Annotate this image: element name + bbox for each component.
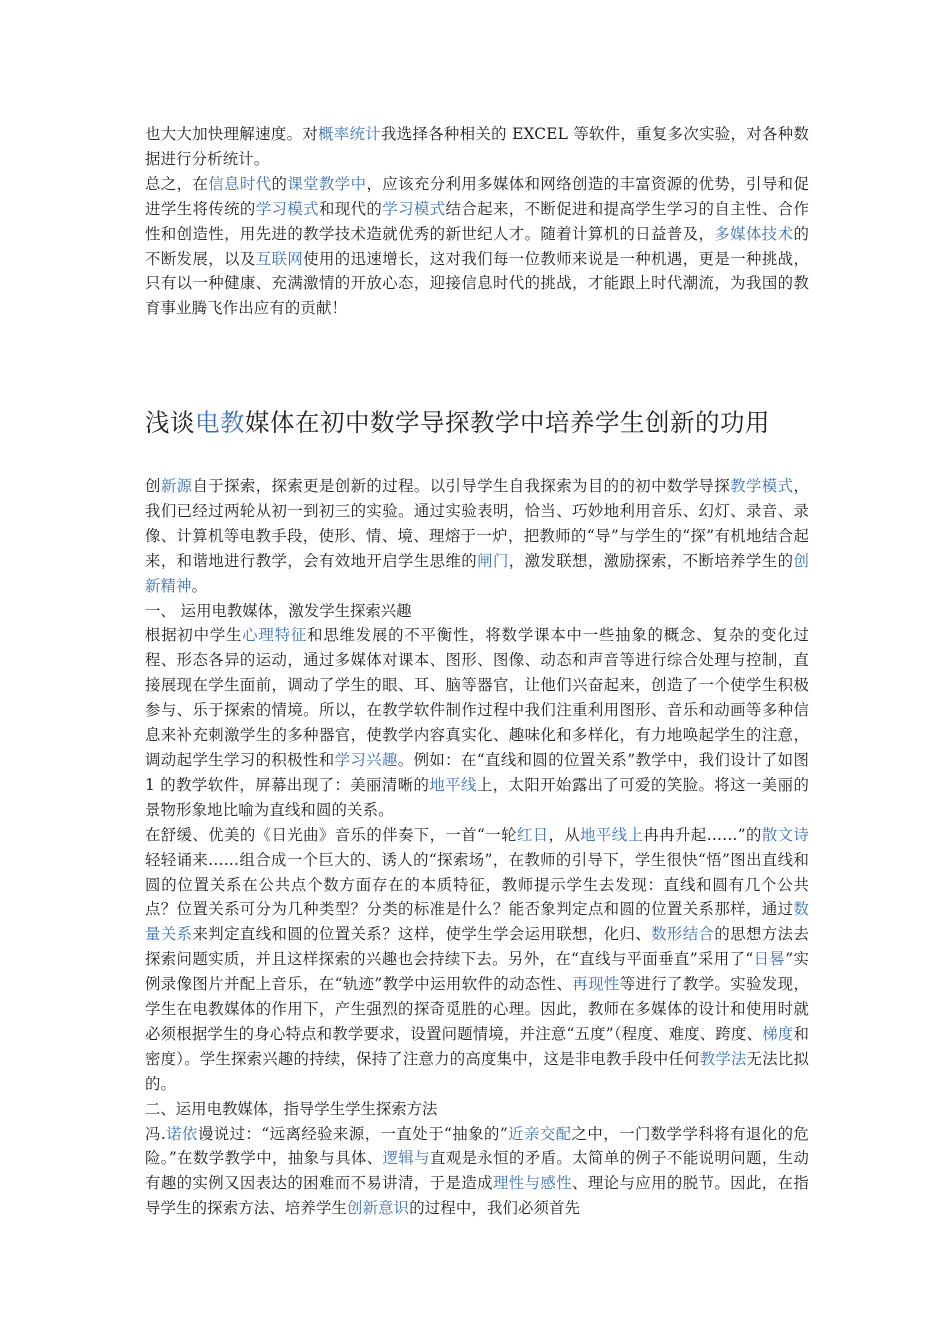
text-run: 直观是永恒的矛盾。太简单的例子不能说明问题，生动有趣的实例又因表达的困难而不易讲清，于是造成 [145,1149,809,1193]
text-run: 、理论与应用的脱节。因此，在指导学生的探索方法、培养学生 [145,1174,809,1218]
paragraph-probability-statistics [145,122,809,172]
hyperlink[interactable]: 日晷 [753,950,786,969]
hyperlink[interactable]: 数形结合 [651,925,715,944]
text-run: 在舒缓、优美的《日光曲》音乐的伴奏下，一首“一轮 [145,825,517,844]
text-run: 谩说过：“远离经验来源，一直处于“抽象的” [197,1124,508,1143]
hyperlink[interactable]: 学习模式 [382,199,446,218]
hyperlink[interactable]: 梯度 [762,1024,794,1043]
hyperlink[interactable]: 数量关系 [145,900,809,944]
text-run: 冉冉升起……”的 [643,825,762,844]
text-run: 的不断发展，以及 [145,224,809,268]
hyperlink[interactable]: 新源 [160,477,193,495]
text-run: ，我们已经过两轮从初一到初三的实验。通过实验表明，恰当、巧妙地利用音乐、幻灯、录音、录像、计算机等电教手段，使形、情、境、理熔于一炉，把教师的“导”与学生的“探”有机地结合起来，和谐地进行教学，会有效地开启学生思维的 [145,477,809,570]
hyperlink[interactable]: 信息时代 [208,174,272,193]
section1-paragraph-1 [145,623,809,822]
text-run: 来判定直线和圆的位置关系？这样，使学生学会运用联想，化归、 [192,925,652,944]
text-run: 结合起来，不断促进和提高学生学习的自主性、合作性和创造性，用先进的教学技术造就优秀的新世纪人才。随着计算机的日益普及， [145,199,809,243]
hyperlink[interactable]: 散文诗 [761,825,809,844]
text-run: 轻轻诵来……组合成一个巨大的、诱人的“探索场”，在教师的引导下，学生很快“悟”图出直线和圆的位置关系在公共点个数方面存在的本质特征，教师提示学生去发现：直线和圆有几个公共点？位置关系可分为几种类型？分类的标准是什么？能否象判定点和圆的位置关系那样，通过 [145,850,809,919]
text-run: 无法比拟的。 [145,1049,810,1093]
hyperlink[interactable]: 再现性 [572,975,620,994]
paragraph-conclusion [145,172,809,321]
section2-paragraph-1 [145,1122,809,1222]
text-run: 的 [271,174,288,193]
top-section [145,122,809,321]
text-run: 和思维发展的不平衡性，将数学课本中一些抽象的概念、复杂的变化过程、形态各异的运动，通过多媒体对课本、图形、图像、动态和声音等进行综合处理与控制，直接展现在学生面前，调动了学生的眼、耳、脑等器官，让他们兴奋起来，创造了一个使学生积极参与、乐于探索的情境。所以，在教学软件制作过程中我们注重利用图形、音乐和动画等多种信息来补充刺激学生的多种器官，使教学内容真实化、趣味化和多样化，有力地唤起学生的注意，调动起学生学习的积极性和 [145,626,809,769]
text-run: 的过程中，我们必须首先 [409,1199,581,1218]
hyperlink[interactable]: 学习兴趣 [334,750,398,769]
hyperlink[interactable]: 多媒体技术 [714,224,794,243]
text-run: 和现代的 [318,199,383,218]
hyperlink[interactable]: 红日 [516,825,549,844]
hyperlink[interactable]: 创新精神 [145,551,809,595]
hyperlink[interactable]: 电教 [195,408,245,437]
article-title [145,406,845,440]
hyperlink[interactable]: 地平线上 [580,825,644,844]
hyperlink[interactable]: 逻辑与 [382,1149,431,1168]
text-run: 也大大加快理解速度。对 [145,125,319,143]
text-run: ，激发联想，激励探索，不断培养学生的 [508,551,794,570]
text-run: ，从 [548,825,581,844]
hyperlink[interactable]: 诺依 [165,1124,198,1143]
article-title-container [145,406,845,440]
hyperlink[interactable]: 闸门 [477,551,509,570]
section-heading-1: 一、 运用电教媒体，激发学生探索兴趣 [145,601,412,620]
text-run: ，应该充分利用多媒体和网络创造的丰富资源的优势，引导和促进学生将传统的 [145,174,809,218]
hyperlink[interactable]: 概率统计 [318,125,381,143]
hyperlink[interactable]: 教学模式 [730,477,794,495]
text-run: 和密度）。学生探索兴趣的持续，保持了注意力的高度集中，这是非电教手段中任何 [145,1024,809,1068]
text-run: 之中，一门数学学科将有退化的危险。”在数学教学中，抽象与具体、 [145,1124,809,1168]
hyperlink[interactable]: 课堂教学中 [287,174,367,193]
hyperlink[interactable]: 创新意识 [347,1199,410,1218]
text-run: 上，太阳开始露出了可爱的笑脸。将这一美丽的景物形象地比喻为直线和圆的关系。 [145,775,809,819]
hyperlink[interactable]: 教学法 [699,1049,747,1068]
hyperlink[interactable]: 地平线 [429,775,477,794]
text-run: 我选择各种相关的 EXCEL 等软件，重复多次实验，对各种数据进行分析统计。 [145,125,810,168]
text-run: 等进行了教学。实验发现，学生在电教媒体的作用下，产生强烈的探奇觅胜的心理。因此，教师在多媒体的设计和使用时就必须根据学生的身心特点和教学要求，设置问题情境，并注意“五度”（程度、难度、跨度、 [145,975,809,1043]
hyperlink[interactable]: 心理特征 [242,626,308,645]
text-run: 自于探索，探索更是创新的过程。以引导学生自我探索为目的的初中数学导探 [192,477,731,495]
text-run: 媒体在初中数学导探教学中培养学生创新的功用 [245,408,770,437]
text-run: 冯. [145,1124,166,1143]
hyperlink[interactable]: 学习模式 [255,199,319,218]
text-run: 总之，在 [145,174,209,193]
article-body [145,474,809,1221]
section1-paragraph-2 [145,823,809,1097]
text-run: 创 [145,477,161,495]
text-run: ”实例录像图片并配上音乐，在“轨迹”教学中运用软件的动态性、 [145,950,810,994]
hyperlink[interactable]: 理性与感性 [492,1174,573,1193]
text-run: 。例如：在“直线和圆的位置关系”教学中，我们设计了如图 1 的教学软件，屏幕出现了：美丽清晰的 [145,750,809,794]
section-heading-2: 二、运用电教媒体，指导学生学生探索方法 [145,1099,438,1118]
text-run: 的思想方法去探索问题实质，并且这样探索的兴趣也会持续下去。另外，在“直线与平面垂直”采用了“ [145,925,809,969]
text-run: 使用的迅速增长，这对我们每一位教师来说是一种机遇，更是一种挑战，只有以一种健康、充满激情的开放心态，迎接信息时代的挑战，才能跟上时代潮流，为我国的教育事业腾飞作出应有的贡献！ [145,249,809,318]
text-run: 浅谈 [145,408,195,437]
article-intro [145,474,809,599]
text-run: 。 [191,576,208,595]
text-run: 根据初中学生 [145,626,243,645]
hyperlink[interactable]: 近亲交配 [507,1124,572,1143]
hyperlink[interactable]: 互联网 [255,249,304,268]
